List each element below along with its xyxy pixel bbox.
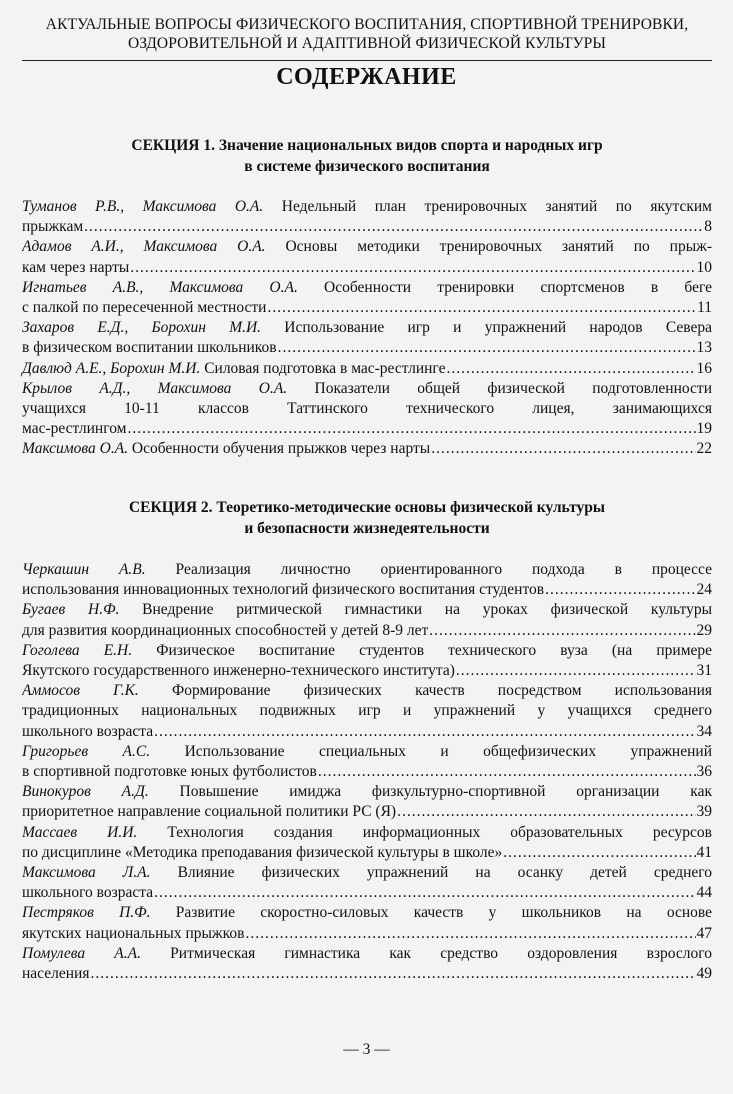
toc-entry-dot-leader (267, 298, 696, 318)
toc-entry-title-end: использования инновационных технологий физического воспитания студентов (22, 581, 545, 599)
toc-entry-first-line (22, 560, 712, 580)
toc-entry (22, 237, 712, 277)
toc-entry-dot-leader (154, 883, 695, 903)
toc-entry-title-end: с палкой по пересеченной местности (22, 298, 267, 316)
toc-entry (22, 439, 712, 459)
toc-entry-last-line (22, 924, 712, 944)
toc-entry-page-number: 19 (696, 420, 712, 438)
toc-entry-page-number: 10 (696, 258, 712, 276)
toc-entry-authors: Григорьев А.С. (22, 742, 151, 760)
toc-entry (22, 742, 712, 782)
toc-entry-authors: Захаров Е.Д., Борохин М.И. (22, 319, 262, 337)
toc-entry-dot-leader (446, 359, 695, 379)
toc-entry (22, 318, 712, 358)
toc-entry-page-number: 39 (696, 803, 712, 821)
running-header (22, 15, 712, 53)
toc-entry-title-end: школьного возраста (22, 884, 154, 902)
section-1-heading (22, 135, 712, 177)
toc-entry-page-number: 11 (697, 298, 712, 316)
section-1-entries (22, 197, 712, 460)
toc-entry-authors: Крылов А.Д., Максимова О.А. (22, 379, 288, 397)
toc-entry-authors: Пестряков П.Ф. (22, 904, 151, 922)
toc-entry-last-line (22, 722, 712, 742)
toc-entry-first-line (22, 782, 712, 802)
toc-entry-dot-leader (130, 258, 695, 278)
toc-entry-last-line (22, 883, 712, 903)
toc-entry-dot-leader (154, 722, 695, 742)
toc-entry-last-line (22, 762, 712, 782)
toc-entry-title-start: Особенности тренировки спортсменов в беге (297, 278, 712, 296)
toc-entry-authors: Туманов Р.В., Максимова О.А. (22, 198, 264, 215)
toc-entry-first-line (22, 641, 712, 661)
toc-entry-title-end: в спортивной подготовке юных футболистов (22, 762, 317, 780)
toc-entry-first-line (22, 681, 712, 701)
toc-entry-first-line (22, 318, 712, 338)
toc-entry-text (22, 359, 445, 379)
toc-entry-page-number: 16 (696, 359, 712, 377)
toc-entry-authors: Игнатьев А.В., Максимова О.А. (22, 278, 298, 296)
toc-entry-authors: Максимова О.А. (22, 440, 129, 458)
section-2-heading-line-1: СЕКЦИЯ 2. Теоретико-методические основы физической культуры (128, 499, 606, 516)
toc-entry (22, 782, 712, 822)
toc-entry (22, 379, 712, 440)
toc-entry-dot-leader (90, 964, 695, 984)
toc-entry-page-number: 36 (696, 762, 712, 780)
section-1-heading-line-1: СЕКЦИЯ 1. Значение национальных видов спорта и народных игр (131, 137, 603, 154)
toc-entry-title-end: населения (22, 964, 90, 982)
toc-entry-title-end: в физическом воспитании школьников (22, 339, 277, 357)
toc-entry-text (22, 439, 430, 459)
toc-entry-title: Силовая подготовка в мас-рестлинге (200, 359, 446, 377)
toc-entry-dot-leader (545, 580, 695, 600)
section-2-entries (22, 560, 712, 984)
toc-entry-dot-leader (127, 419, 695, 439)
toc-entry-title-start: Ритмическая гимнастика как средство оздоровления взрослого (140, 944, 712, 962)
toc-entry-dot-leader (503, 843, 695, 863)
toc-entry-authors: Аммосов Г.К. (22, 682, 139, 700)
toc-entry (22, 197, 712, 237)
toc-entry-middle-line: учащихся 10-11 классов Таттинского технического лицея, занимающихся (22, 399, 712, 417)
toc-entry-authors: Максимова Л.А. (22, 863, 151, 881)
toc-entry-title-end: для развития координационных способностей у детей 8-9 лет (22, 621, 429, 639)
toc-entry-dot-leader (429, 621, 695, 641)
toc-entry-title-end: Якутского государственного инженерно-технического института) (22, 661, 455, 679)
toc-entry (22, 863, 712, 903)
toc-entry-last-line (22, 258, 712, 278)
toc-entry-page-number: 47 (696, 924, 712, 942)
toc-entry-title-end: приоритетное направление социальной политики РС (Я) (22, 803, 397, 821)
toc-entry (22, 560, 712, 600)
toc-entry-title-start: Недельный план тренировочных занятий по якутским (263, 198, 712, 215)
toc-entry-title-start: Внедрение ритмической гимнастики на уроках физической культуры (119, 601, 712, 619)
toc-entry-dot-leader (431, 439, 695, 459)
toc-entry-authors: Черкашин А.В. (22, 561, 146, 578)
toc-entry-first-line (22, 278, 712, 298)
header-line-2: ОЗДОРОВИТЕЛЬНОЙ И АДАПТИВНОЙ ФИЗИЧЕСКОЙ КУЛЬТУРЫ (128, 35, 606, 52)
toc-entry-page-number: 24 (696, 581, 712, 599)
section-2-heading-line-2: и безопасности жизнедеятельности (244, 520, 490, 537)
toc-entry-title-start: Использование игр и упражнений народов Севера (261, 319, 712, 337)
toc-entry (22, 823, 712, 863)
toc-entry-page-number: 44 (696, 884, 712, 902)
toc-entry-title-end: якутских национальных прыжков (22, 924, 245, 942)
toc-entry-title-start: Влияние физических упражнений на осанку детей среднего (150, 863, 712, 881)
toc-entry-last-line (22, 661, 712, 681)
toc-entry-first-line (22, 379, 712, 399)
toc-entry-last-line (22, 802, 712, 822)
toc-entry-authors: Адамов А.И., Максимова О.А. (22, 238, 266, 256)
toc-entry-dot-leader (84, 217, 703, 237)
toc-entry-last-line (22, 338, 712, 358)
toc-entry (22, 641, 712, 681)
toc-entry-authors: Винокуров А.Д. (22, 783, 149, 801)
toc-entry-authors: Бугаев Н.Ф. (22, 601, 120, 619)
toc-entry (22, 600, 712, 640)
toc-entry-title-start: Формирование физических качеств посредством использования (138, 682, 712, 700)
toc-entry-title-start: Повышение имиджа физкультурно-спортивной организации как (148, 783, 712, 801)
toc-entry-first-line (22, 823, 712, 843)
toc-entry-title-start: Использование специальных и общефизических упражнений (150, 742, 712, 760)
toc-entry-last-line (22, 419, 712, 439)
toc-entry-title-end: мас-рестлингом (22, 420, 127, 438)
toc-entry-title-end: прыжкам (22, 218, 84, 236)
toc-entry-last-line (22, 217, 712, 237)
header-line-1: АКТУАЛЬНЫЕ ВОПРОСЫ ФИЗИЧЕСКОГО ВОСПИТАНИЯ, СПОРТИВНОЙ ТРЕНИРОВКИ, (45, 16, 689, 33)
toc-entry-last-line (22, 964, 712, 984)
toc-entry-authors: Массаев И.И. (22, 823, 138, 841)
section-1-heading-line-2: в системе физического воспитания (244, 158, 490, 175)
toc-entry-single-line (22, 439, 712, 459)
toc-entry-page-number: 49 (696, 964, 712, 982)
toc-entry-authors: Помулева А.А. (22, 944, 141, 962)
toc-entry-page-number: 8 (704, 218, 712, 236)
toc-entry-title-start: Технология создания информационных образовательных ресурсов (137, 823, 712, 841)
toc-entry-dot-leader (397, 802, 695, 822)
toc-entry-title-end: школьного возраста (22, 722, 154, 740)
toc-entry-dot-leader (245, 924, 695, 944)
toc-entry-title-start: Показатели общей физической подготовленности (287, 379, 712, 397)
toc-entry-first-line (22, 237, 712, 257)
toc-entry-last-line (22, 843, 712, 863)
toc-entry-title-end: по дисциплине «Методика преподавания физической культуры в школе» (22, 843, 503, 861)
toc-entry-first-line (22, 863, 712, 883)
toc-entry-single-line (22, 359, 712, 379)
section-2-heading (22, 497, 712, 539)
toc-entry-title-start: Физическое воспитание студентов технического вуза (на примере (132, 641, 712, 659)
toc-entry-first-line (22, 903, 712, 923)
toc-entry-dot-leader (456, 661, 696, 681)
toc-entry-page-number: 22 (696, 440, 712, 458)
toc-entry-title-start: Реализация личностно ориентированного подхода в процессе (145, 561, 712, 578)
toc-entry-title-start: Основы методики тренировочных занятий по прыж- (265, 238, 712, 256)
toc-entry-title: Особенности обучения прыжков через нарты (128, 440, 431, 458)
toc-entry-title-end: кам через нарты (22, 258, 130, 276)
toc-entry (22, 903, 712, 943)
toc-entry-page-number: 41 (696, 843, 712, 861)
toc-entry (22, 681, 712, 742)
toc-entry (22, 359, 712, 379)
toc-entry-dot-leader (318, 762, 696, 782)
toc-entry (22, 278, 712, 318)
toc-entry-page-number: 13 (696, 339, 712, 357)
toc-entry-dot-leader (278, 338, 696, 358)
toc-entry-first-line (22, 944, 712, 964)
toc-entry-page-number: 31 (696, 661, 712, 679)
toc-entry-last-line (22, 621, 712, 641)
header-rule (22, 60, 712, 61)
toc-entry-first-line (22, 742, 712, 762)
toc-entry-title-start: Развитие скоростно-силовых качеств у школьников на основе (150, 904, 712, 922)
toc-entry (22, 944, 712, 984)
toc-entry-page-number: 34 (696, 722, 712, 740)
toc-entry-authors: Давлюд А.Е., Борохин М.И. (22, 359, 201, 377)
toc-entry-middle-line: традиционных национальных подвижных игр и упражнений у учащихся среднего (22, 702, 712, 720)
toc-entry-last-line (22, 580, 712, 600)
toc-entry-first-line (22, 600, 712, 620)
toc-entry-last-line (22, 298, 712, 318)
page-title: СОДЕРЖАНИЕ (276, 64, 457, 90)
toc-entry-authors: Гоголева Е.Н. (22, 641, 133, 659)
toc-entry-page-number: 29 (696, 621, 712, 639)
page-number: — 3 — (343, 1041, 390, 1058)
toc-entry-first-line (22, 197, 712, 217)
